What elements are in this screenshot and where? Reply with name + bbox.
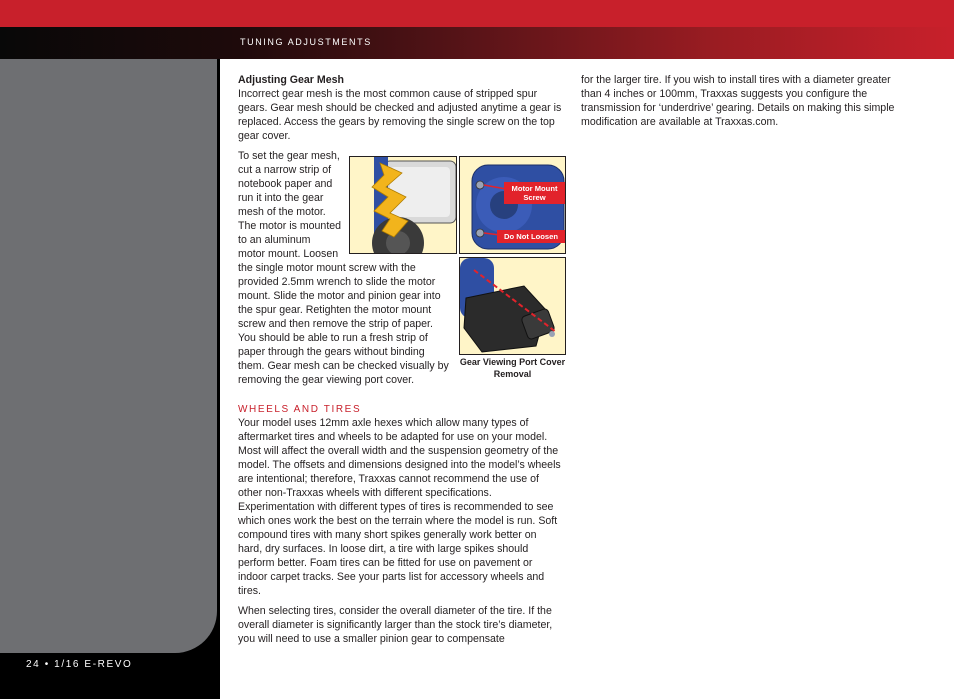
gear-mesh-line: mesh of the motor. xyxy=(238,206,326,218)
side-panel xyxy=(0,59,217,653)
do-not-loosen-callout: Do Not Loosen xyxy=(497,230,565,243)
motor-mount-screw-callout: Motor Mount Screw xyxy=(504,182,565,204)
gear-mesh-paragraph-1: Incorrect gear mesh is the most common cause of stripped spur gears. Gear mesh should be checked and adjusted anytime a gear is replaced. Access the gears by removing the single screw on the top gear cover. xyxy=(238,88,562,142)
gear-port-caption: Gear Viewing Port Cover Removal xyxy=(459,357,566,379)
gear-port-illustration xyxy=(460,258,565,354)
gear-mesh-line: motor mount. Loosen xyxy=(238,248,339,260)
gear-mesh-photo xyxy=(349,156,457,254)
gear-mesh-line: run it into the gear xyxy=(238,192,324,204)
gear-mesh-line: to an aluminum xyxy=(238,234,311,246)
gear-port-photo xyxy=(459,257,566,355)
gear-mesh-line: The motor is mounted xyxy=(238,220,342,232)
gear-mesh-paragraph-2: the single motor mount screw with the provided 2.5mm wrench to slide the motor mount. Slide the motor and pinion gear into the spur gear. Retighten the motor mount screw and then remove the strip of paper. You should be able to run a fresh strip of paper through the gears without binding them. Gear mesh can be checked visually by removing the gear viewing port cover. xyxy=(238,262,449,386)
right-column-paragraph: for the larger tire. If you wish to install tires with a diameter greater than 4 inches or 100mm, Traxxas suggests you configure the transmission for ‘underdrive’ gearing. Details on making this simple modification are available at Traxxas.com. xyxy=(581,74,895,128)
gear-mesh-narrow-lines xyxy=(238,149,346,261)
gear-mesh-line: notebook paper and xyxy=(238,178,333,190)
wheels-tires-heading: WHEELS AND TIRES xyxy=(238,404,362,415)
section-title: TUNING ADJUSTMENTS xyxy=(240,37,372,47)
page-footer-label: 24 • 1/16 E-REVO xyxy=(26,659,133,670)
gear-mesh-line: To set the gear mesh, xyxy=(238,150,340,162)
gear-mesh-heading: Adjusting Gear Mesh xyxy=(238,74,344,86)
header-bar xyxy=(0,27,954,59)
gear-mesh-line: cut a narrow strip of xyxy=(238,164,332,176)
wheels-paragraph-2: When selecting tires, consider the overall diameter of the tire. If the overall diameter is significantly larger than the stock tire’s diameter, you will need to use a smaller pinion gear to compensate xyxy=(238,605,553,645)
wheels-paragraph-1: Your model uses 12mm axle hexes which allow many types of aftermarket tires and wheels to be adapted for use on your model. Most will affect the overall width and the suspension geometry of the model. The offsets and dimensions designed into the model’s wheels are intentional; therefore, Traxxas cannot recommend the use of other non-Traxxas wheels with different specifications. Experimentation with different types of tires is recommended to see which ones work the best on the terrain where the model is run. Soft compound tires with many short spikes generally work better on hard, dry surfaces. In loose dirt, a tire with large spikes should perform better. Foam tires can be fitted for use on pavement or indoor carpet tracks. See your parts list for accessory wheels and tires. xyxy=(238,417,561,597)
top-red-band xyxy=(0,0,954,27)
right-column xyxy=(581,73,911,135)
gear-mesh-illustration xyxy=(350,157,456,253)
